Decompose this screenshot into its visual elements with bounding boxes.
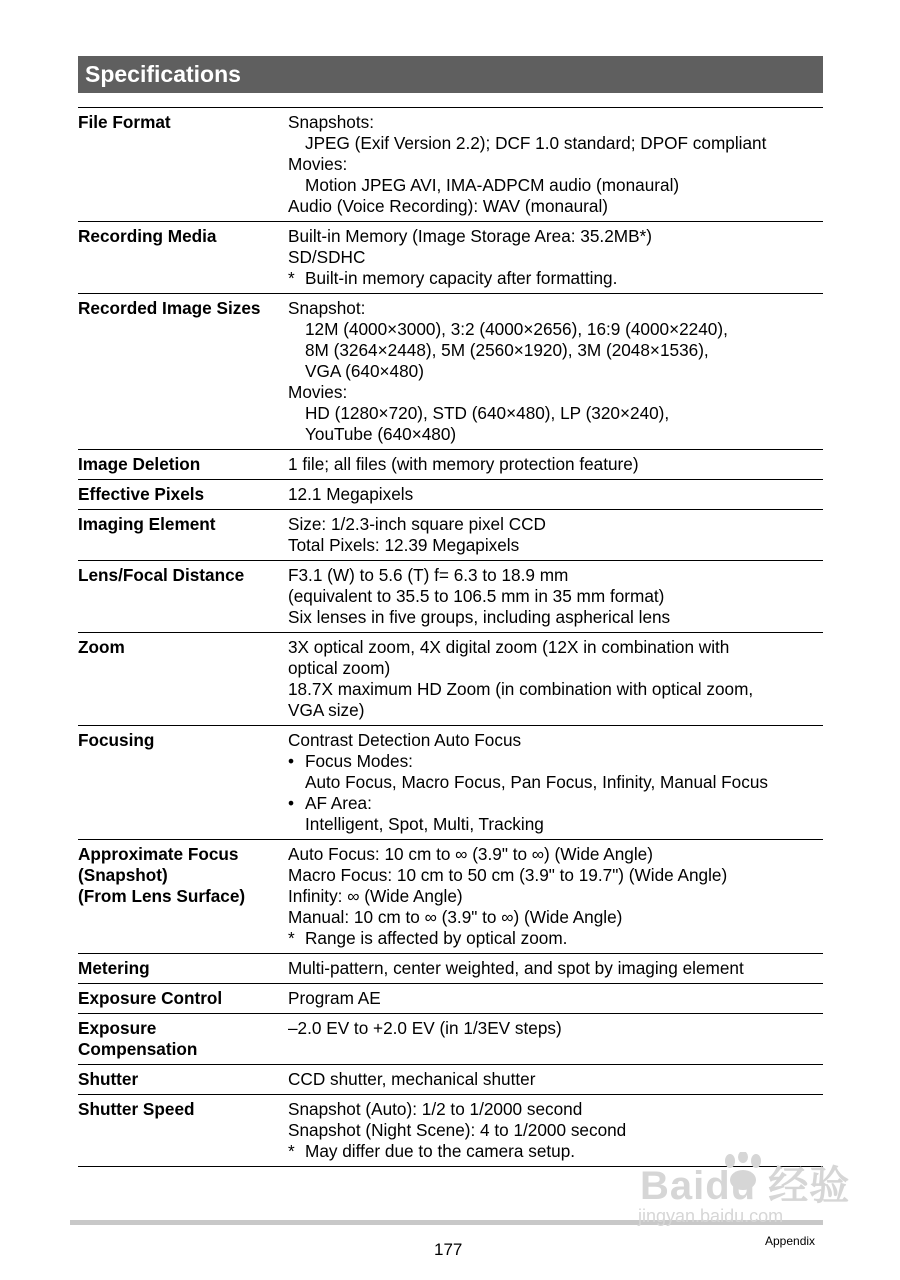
spec-value-line: 18.7X maximum HD Zoom (in combination with optical zoom, [288,679,754,699]
spec-value [288,958,823,979]
spec-label [78,958,288,979]
spec-value-line: Multi-pattern, center weighted, and spot by imaging element [288,958,744,978]
spec-label [78,1099,288,1162]
spec-row [78,633,823,726]
watermark [636,1150,856,1240]
spec-label [78,988,288,1009]
spec-note-text: Focus Modes: [305,751,413,771]
spec-value [288,988,823,1009]
spec-value-line: Snapshots: [288,112,374,132]
spec-value [288,1018,823,1060]
spec-label-line: (Snapshot) [78,865,168,885]
spec-value-line: (equivalent to 35.5 to 106.5 mm in 35 mm format) [288,586,665,606]
spec-label-line: Zoom [78,637,125,657]
spec-note-line [288,268,823,289]
spec-note-line [288,928,823,949]
spec-value [288,565,823,628]
spec-value-line: Movies: [288,382,348,402]
spec-label-line: Shutter [78,1069,139,1089]
spec-note-text: Range is affected by optical zoom. [305,928,568,948]
spec-label-line: Approximate Focus [78,844,239,864]
spec-table [78,107,823,1167]
spec-row [78,222,823,294]
spec-value [288,844,823,949]
spec-value-line: Motion JPEG AVI, IMA-ADPCM audio (monaural) [305,175,680,195]
asterisk-mark: * [288,928,295,948]
spec-value-line: SD/SDHC [288,247,366,267]
spec-label-line: Recording Media [78,226,217,246]
spec-label [78,565,288,628]
spec-value-line: 3X optical zoom, 4X digital zoom (12X in combination with [288,637,730,657]
spec-value-line: F3.1 (W) to 5.6 (T) f= 6.3 to 18.9 mm [288,565,569,585]
spec-label-line: Shutter Speed [78,1099,195,1119]
spec-label-line: Imaging Element [78,514,216,534]
bullet-mark: • [288,751,295,771]
spec-label-line: Compensation [78,1039,198,1059]
spec-value-line: HD (1280×720), STD (640×480), LP (320×240), [305,403,670,423]
spec-value-line: –2.0 EV to +2.0 EV (in 1/3EV steps) [288,1018,562,1038]
spec-label-line: File Format [78,112,171,132]
spec-value-line: CCD shutter, mechanical shutter [288,1069,536,1089]
spec-value-line: Snapshot: [288,298,366,318]
spec-label [78,226,288,289]
spec-row [78,954,823,984]
spec-value-line: Macro Focus: 10 cm to 50 cm (3.9" to 19.7") (Wide Angle) [288,865,728,885]
spec-value [288,226,823,289]
spec-row [78,480,823,510]
spec-label [78,514,288,556]
spec-label-line: Metering [78,958,150,978]
spec-value-line: Built-in Memory (Image Storage Area: 35.2MB*) [288,226,652,246]
spec-label-line: (From Lens Surface) [78,886,246,906]
spec-value-line: Program AE [288,988,381,1008]
spec-value [288,637,823,721]
spec-value-line: 12M (4000×3000), 3:2 (4000×2656), 16:9 (4000×2240), [305,319,728,339]
spec-label [78,112,288,217]
spec-value-line: 8M (3264×2448), 5M (2560×1920), 3M (2048×1536), [305,340,709,360]
spec-label-line: Focusing [78,730,155,750]
spec-value-line: Snapshot (Auto): 1/2 to 1/2000 second [288,1099,583,1119]
spec-label [78,484,288,505]
bullet-mark: • [288,793,295,813]
spec-value-line: Six lenses in five groups, including aspherical lens [288,607,671,627]
spec-value-line: Audio (Voice Recording): WAV (monaural) [288,196,609,216]
spec-row [78,561,823,633]
spec-value-line: Manual: 10 cm to ∞ (3.9" to ∞) (Wide Angle) [288,907,623,927]
spec-label-line: Effective Pixels [78,484,205,504]
asterisk-mark: * [288,268,295,288]
page-title: Specifications [78,56,823,93]
spec-label [78,637,288,721]
spec-label-line: Exposure [78,1018,157,1038]
spec-value [288,730,823,835]
spec-label-line: Recorded Image Sizes [78,298,261,318]
spec-value [288,298,823,445]
spec-value-line: Auto Focus, Macro Focus, Pan Focus, Infinity, Manual Focus [305,772,768,792]
spec-value-line: Total Pixels: 12.39 Megapixels [288,535,520,555]
spec-row [78,108,823,222]
spec-label [78,454,288,475]
spec-value [288,454,823,475]
spec-value-line: JPEG (Exif Version 2.2); DCF 1.0 standard; DPOF compliant [305,133,767,153]
spec-value-line: Contrast Detection Auto Focus [288,730,522,750]
spec-note-line [288,751,823,772]
spec-note-text: AF Area: [305,793,372,813]
spec-label [78,730,288,835]
spec-value [288,1069,823,1090]
watermark-url: jingyan.baidu.com [638,1206,784,1226]
spec-value-line: Intelligent, Spot, Multi, Tracking [305,814,544,834]
spec-label [78,1069,288,1090]
spec-row [78,1065,823,1095]
spec-value-line: Movies: [288,154,348,174]
spec-value-line: 12.1 Megapixels [288,484,414,504]
spec-value-line: VGA size) [288,700,365,720]
spec-value-line: Snapshot (Night Scene): 4 to 1/2000 second [288,1120,627,1140]
spec-value-line: optical zoom) [288,658,391,678]
spec-note-text: Built-in memory capacity after formatting. [305,268,618,288]
spec-row [78,294,823,450]
spec-value [288,484,823,505]
spec-label-line: Lens/Focal Distance [78,565,245,585]
spec-value-line: Infinity: ∞ (Wide Angle) [288,886,463,906]
spec-row [78,450,823,480]
asterisk-mark: * [288,1141,295,1161]
spec-value [288,514,823,556]
spec-label [78,298,288,445]
spec-value-line: 1 file; all files (with memory protection feature) [288,454,639,474]
spec-row [78,510,823,561]
spec-value-line: Size: 1/2.3-inch square pixel CCD [288,514,546,534]
page-number: 177 [434,1240,463,1259]
spec-value-line: YouTube (640×480) [305,424,457,444]
spec-label-line: Exposure Control [78,988,223,1008]
spec-row [78,840,823,954]
spec-value [288,112,823,217]
spec-row [78,984,823,1014]
spec-row [78,1014,823,1065]
spec-note-line [288,793,823,814]
spec-value-line: Auto Focus: 10 cm to ∞ (3.9" to ∞) (Wide Angle) [288,844,653,864]
spec-label-line: Image Deletion [78,454,201,474]
spec-label [78,844,288,949]
spec-note-text: May differ due to the camera setup. [305,1141,576,1161]
section-label: Appendix [765,1234,816,1248]
spec-row [78,726,823,840]
spec-value-line: VGA (640×480) [305,361,424,381]
watermark-logo: Baidu 经验 [640,1164,851,1208]
spec-label [78,1018,288,1060]
